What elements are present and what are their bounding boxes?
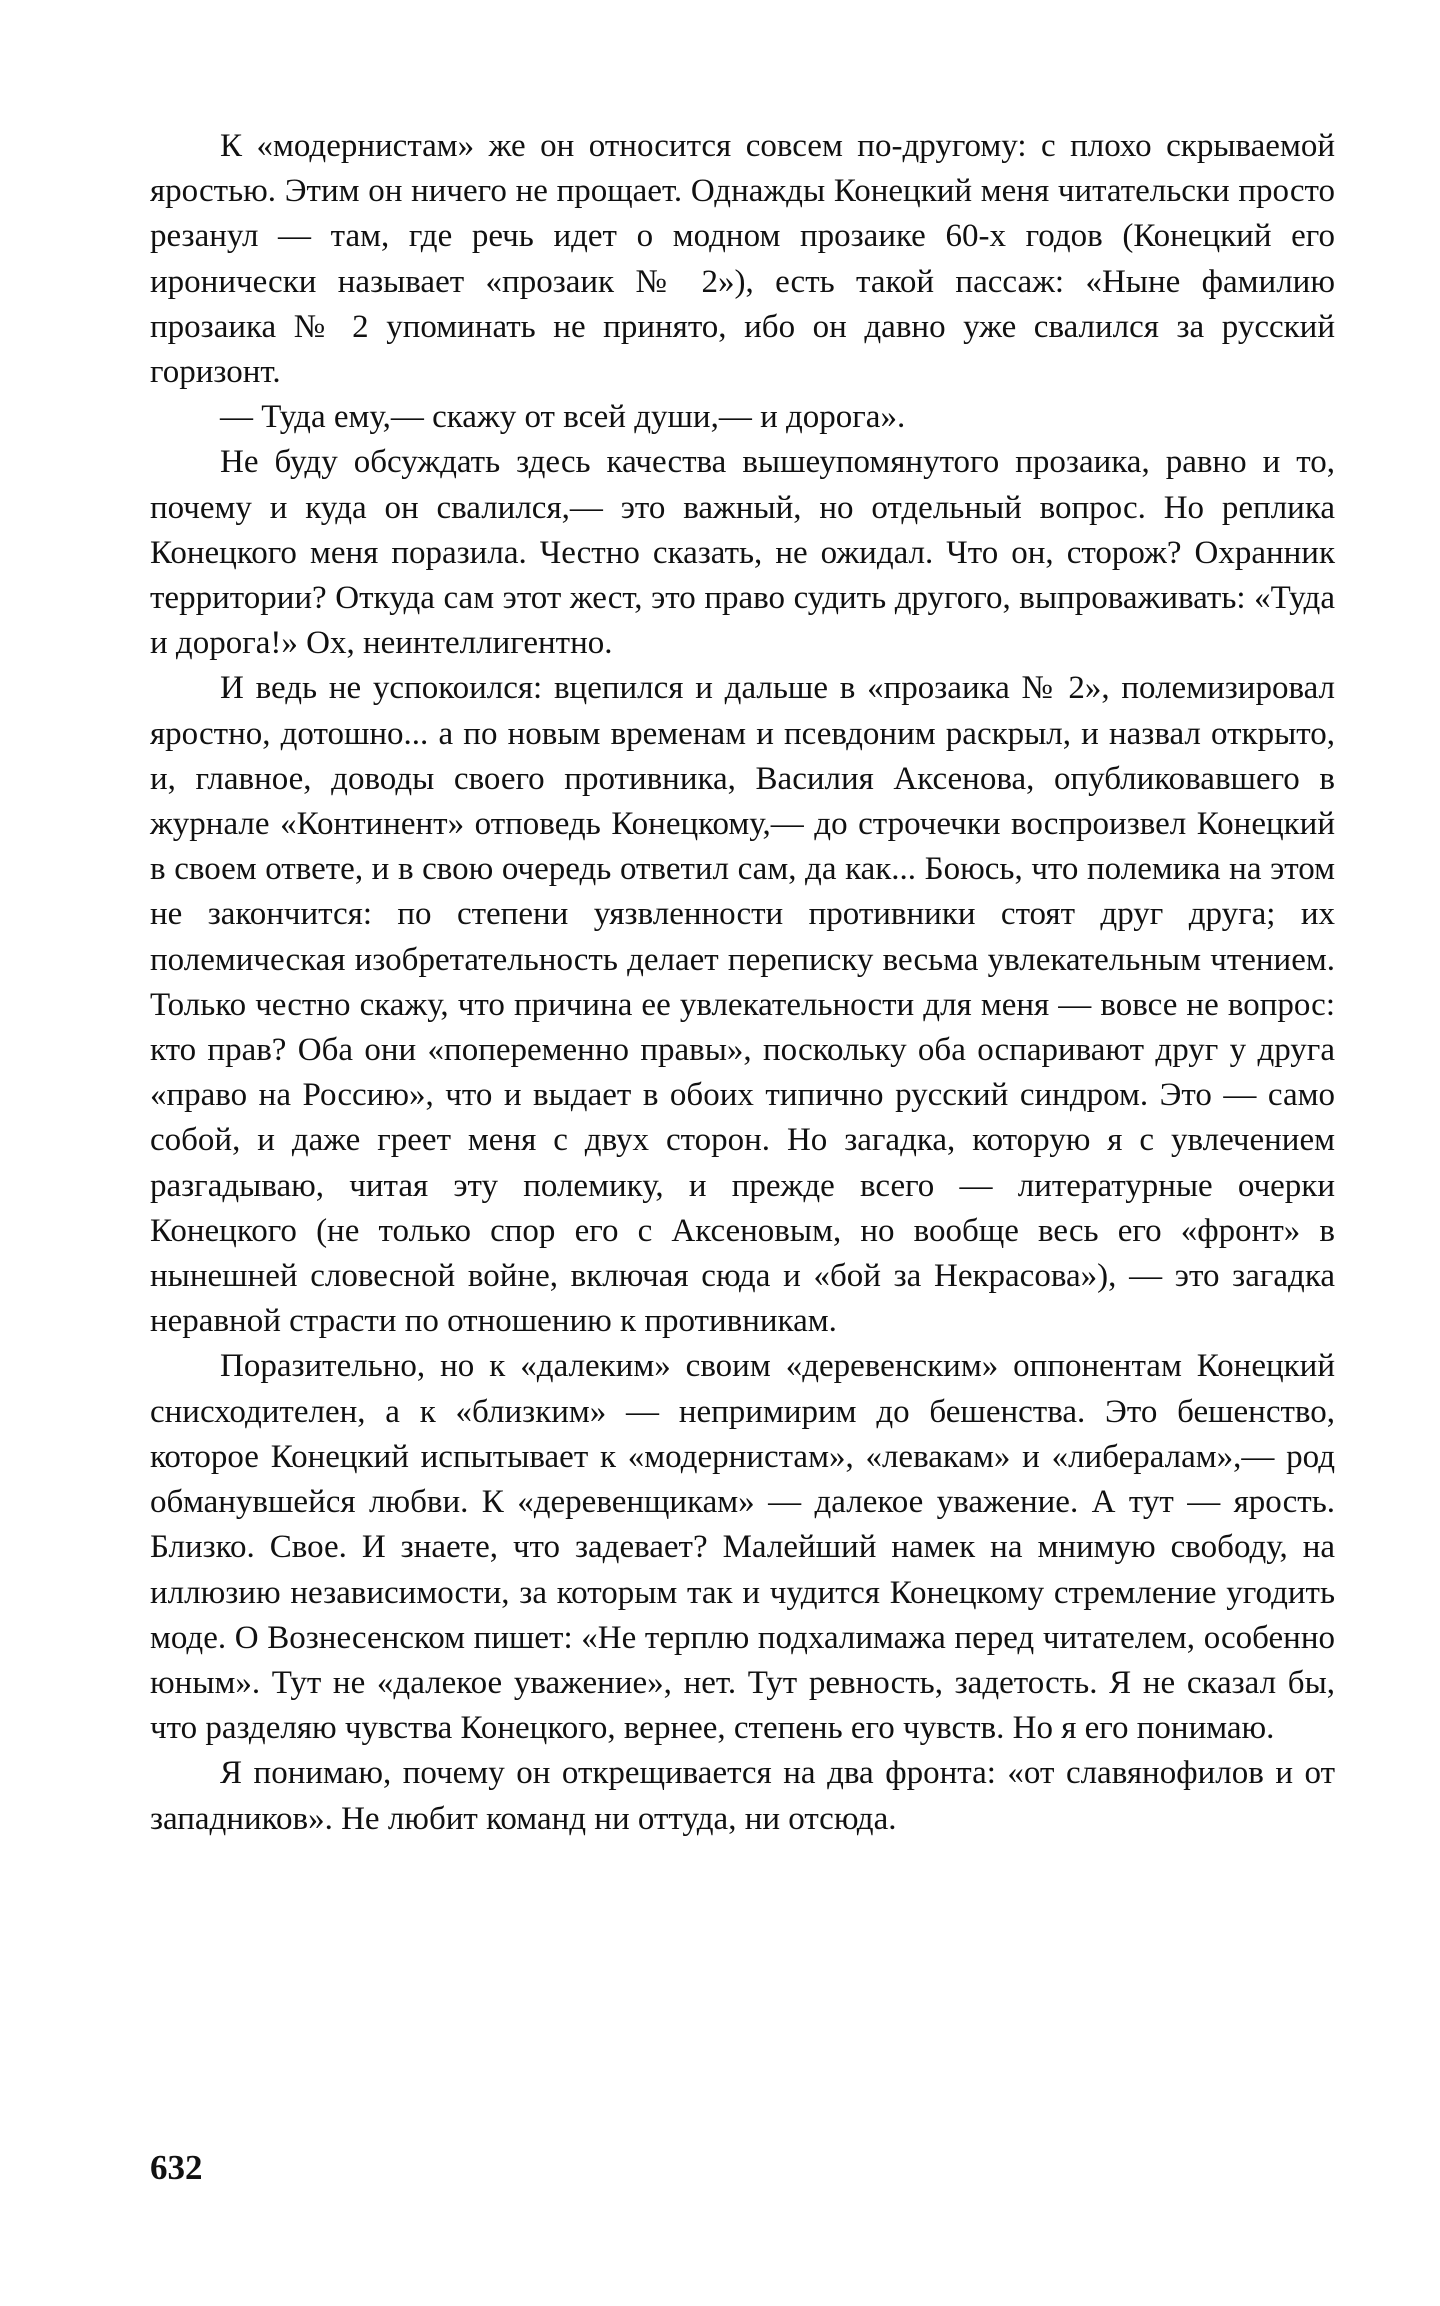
body-text bbox=[150, 124, 1335, 1842]
paragraph-3: Не буду обсуждать здесь качества вышеупомянутого прозаика, равно и то, почему и куда он свалился,— это важный, но отдельный вопрос. Но реплика Конецкого меня поразила. Честно сказать, не ожидал. Что он, сторож? Охранник территории? Откуда сам этот жест, это право судить другого, выпроваживать: «Туда и дорога!» Ох, неинтеллигентно. bbox=[150, 444, 1335, 662]
page-number: 632 bbox=[150, 2148, 203, 2187]
paragraph-2: — Туда ему,— скажу от всей души,— и дорога». bbox=[220, 399, 906, 436]
paragraph-1: К «модернистам» же он относится совсем по-другому: с плохо скрываемой яростью. Этим он ничего не прощает. Однажды Конецкий меня читательски просто резанул — там, где речь идет о модном прозаике 60-х годов (Конецкий его иронически называет «прозаик № 2»), есть такой пассаж: «Ныне фамилию прозаика № 2 упоминать не принято, ибо он давно уже свалился за русский горизонт. bbox=[150, 128, 1335, 391]
paragraph-4: И ведь не успокоился: вцепился и дальше в «прозаика № 2», полемизировал яростно, дотошно... а по новым временам и псевдоним раскрыл, и назвал открыто, и, главное, доводы своего противника, Василия Аксенова, опубликовавшего в журнале «Континент» отповедь Конецкому,— до строчечки воспроизвел Конецкий в своем ответе, и в свою очередь ответил сам, да как... Боюсь, что полемика на этом не закончится: по степени уязвленности противники стоят друг друга; их полемическая изобретательность делает переписку весьма увлекательным чтением. Только честно скажу, что причина ее увлекательности для меня — вовсе не вопрос: кто прав? Оба они «попеременно правы», поскольку оба оспаривают друг у друга «право на Россию», что и выдает в обоих типично русский синдром. Это — само собой, и даже греет меня с двух сторон. Но загадка, которую я с увлечением разгадываю, читая эту полемику, и прежде всего — литературные очерки Конецкого (не только спор его с Аксеновым, но вообще весь его «фронт» в нынешней словесной войне, включая сюда и «бой за Некрасова»), — это загадка неравной страсти по отношению к противникам. bbox=[150, 670, 1335, 1340]
paragraph-6: Я понимаю, почему он открещивается на два фронта: «от славянофилов и от западников». Не любит команд ни оттуда, ни отсюда. bbox=[150, 1755, 1335, 1837]
paragraph-5: Поразительно, но к «далеким» своим «деревенским» оппонентам Конецкий снисходителен, а к «близким» — непримирим до бешенства. Это бешенство, которое Конецкий испытывает к «модернистам», «левакам» и «либералам»,— род обманувшейся любви. К «деревенщикам» — далекое уважение. А тут — ярость. Близко. Свое. И знаете, что задевает? Малейший намек на мнимую свободу, на иллюзию независимости, за которым так и чудится Конецкому стремление угодить моде. О Вознесенском пишет: «Не терплю подхалимажа перед читателем, особенно юным». Тут не «далекое уважение», нет. Тут ревность, задетость. Я не сказал бы, что разделяю чувства Конецкого, вернее, степень его чувств. Но я его понимаю. bbox=[150, 1348, 1335, 1747]
